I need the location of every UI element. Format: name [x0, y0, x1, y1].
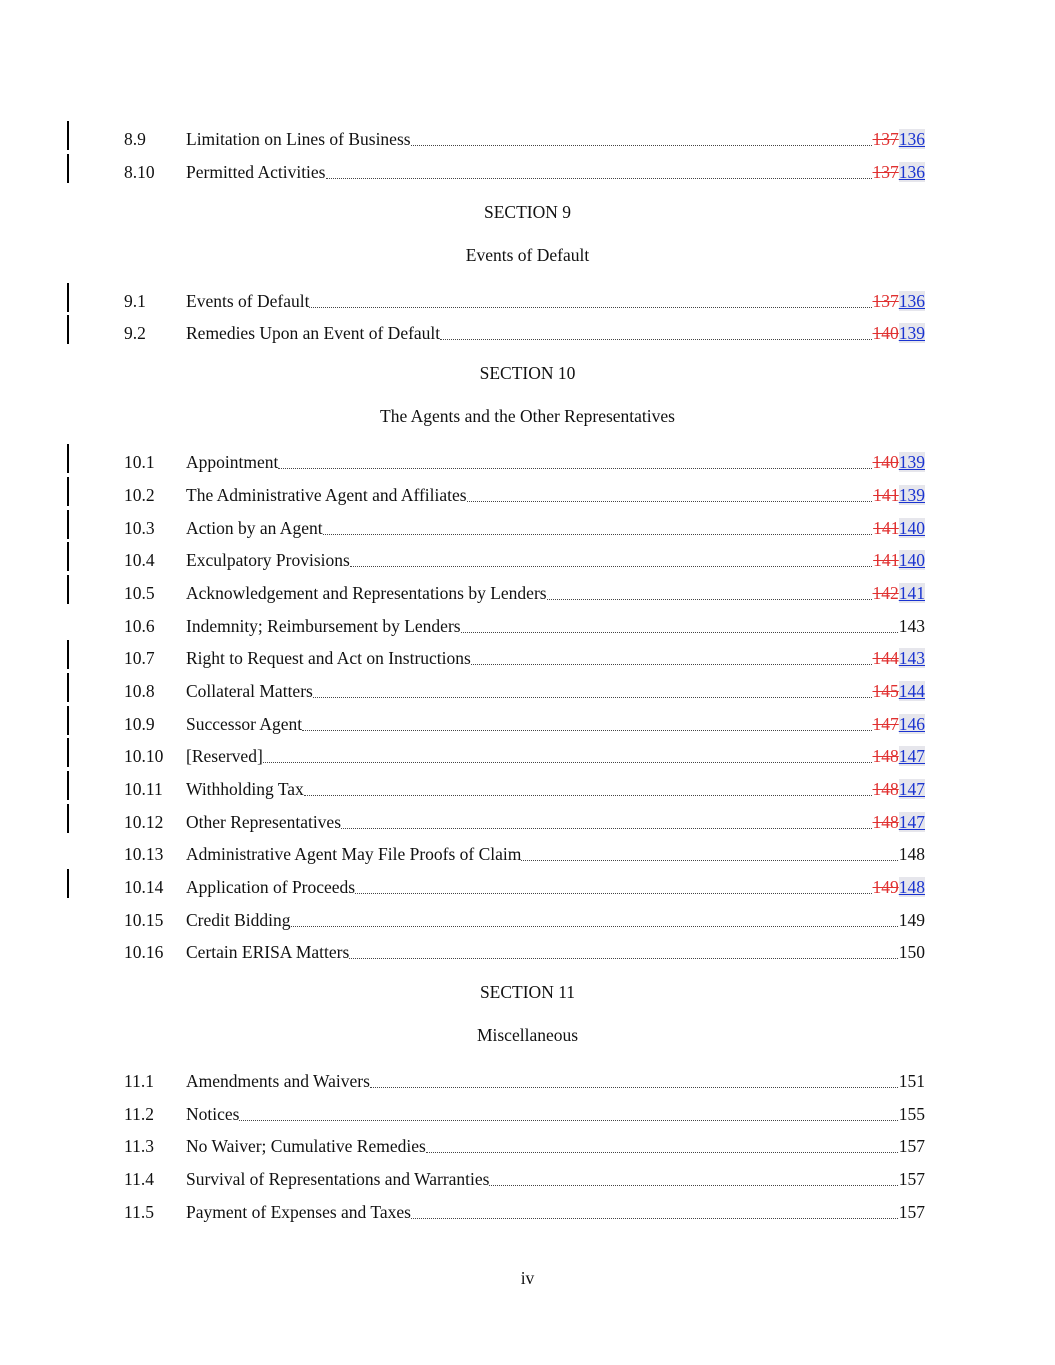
inserted-page-number[interactable]: 139 — [898, 452, 925, 472]
toc-entry-page: 157 — [898, 1136, 925, 1156]
toc-entry-number: 9.1 — [124, 291, 146, 311]
dot-leader — [326, 177, 872, 179]
toc-entry-number: 8.9 — [124, 129, 146, 149]
toc-entry-title: Right to Request and Act on Instructions — [186, 648, 471, 668]
change-bar — [67, 542, 69, 571]
toc-entry-number: 8.10 — [124, 162, 155, 182]
dot-leader — [278, 467, 871, 469]
deleted-page-number: 140 — [872, 452, 899, 472]
toc-entry-title: Action by an Agent — [186, 518, 323, 538]
toc-entry-number: 11.4 — [124, 1169, 154, 1189]
toc-entry — [0, 128, 1055, 152]
change-bar — [67, 283, 69, 312]
toc-entry-page: 143 — [898, 616, 925, 636]
toc-entry-title: Administrative Agent May File Proofs of Claim — [186, 844, 522, 864]
change-bar — [67, 154, 69, 183]
toc-entry-number: 10.14 — [124, 877, 164, 897]
dot-leader — [349, 957, 897, 959]
change-bar — [67, 640, 69, 669]
toc-entry-title: Exculpatory Provisions — [186, 550, 350, 570]
toc-entry-title: Indemnity; Reimbursement by Lenders — [186, 616, 461, 636]
toc-entry — [0, 680, 1055, 704]
toc-entry — [0, 778, 1055, 802]
toc-entry — [0, 941, 1055, 965]
toc-entry-title: Survival of Representations and Warranties — [186, 1169, 490, 1189]
deleted-page-number: 141 — [873, 485, 899, 505]
toc-entry-title: Collateral Matters — [186, 681, 313, 701]
toc-entry-title: [Reserved] — [186, 746, 263, 766]
change-bar — [67, 121, 69, 150]
dot-leader — [440, 338, 871, 340]
toc-entry — [0, 451, 1055, 475]
toc-entry-page: 151 — [898, 1071, 925, 1091]
toc-entry-title: Appointment — [186, 452, 279, 472]
toc-entry-page: 157 — [898, 1202, 925, 1222]
dot-leader — [471, 663, 872, 665]
toc-entry-page — [873, 680, 926, 702]
toc-entry-number: 10.9 — [124, 714, 155, 734]
deleted-page-number: 141 — [873, 550, 899, 570]
toc-entry-page: 149 — [898, 910, 925, 930]
change-bar — [67, 477, 69, 506]
toc-entry — [0, 713, 1055, 737]
inserted-page-number[interactable]: 140 — [898, 518, 925, 538]
change-bar — [67, 706, 69, 735]
toc-entry — [0, 517, 1055, 541]
dot-leader — [467, 500, 873, 502]
toc-entry-number: 10.8 — [124, 681, 155, 701]
deleted-page-number: 148 — [872, 746, 899, 766]
dot-leader — [547, 598, 872, 600]
toc-entry-page — [873, 517, 925, 539]
toc-entry-number: 10.10 — [124, 746, 164, 766]
toc-entry-page — [873, 549, 925, 571]
dot-leader — [313, 696, 872, 698]
toc-entry-title: Withholding Tax — [186, 779, 304, 799]
toc-entry-title: Credit Bidding — [186, 910, 291, 930]
deleted-page-number: 137 — [872, 291, 899, 311]
toc-entry — [0, 647, 1055, 671]
toc-entry-title: Successor Agent — [186, 714, 303, 734]
dot-leader — [355, 892, 871, 894]
dot-leader — [239, 1119, 897, 1121]
inserted-page-number[interactable]: 144 — [898, 681, 925, 701]
change-bar — [67, 673, 69, 702]
toc-entry-page — [873, 161, 926, 183]
deleted-page-number: 142 — [872, 583, 899, 603]
toc-entry-page — [873, 582, 926, 604]
toc-entry-title: Amendments and Waivers — [186, 1071, 370, 1091]
toc-entry-page — [873, 128, 926, 150]
toc-entry-number: 11.2 — [124, 1104, 154, 1124]
toc-entry-number: 10.3 — [124, 518, 155, 538]
dot-leader — [304, 794, 872, 796]
dot-leader — [291, 925, 898, 927]
section-label: SECTION 10 — [479, 363, 576, 383]
toc-entry-page — [873, 811, 926, 833]
toc-entry-number: 10.11 — [124, 779, 163, 799]
toc-entry-page — [873, 322, 926, 344]
dot-leader — [263, 761, 872, 763]
toc-entry-number: 11.3 — [124, 1136, 154, 1156]
toc-entry — [0, 909, 1055, 933]
section-title: The Agents and the Other Representatives — [380, 406, 675, 426]
toc-entry-number: 10.2 — [124, 485, 155, 505]
dot-leader — [370, 1086, 898, 1088]
change-bar — [67, 869, 69, 898]
inserted-page-number[interactable]: 140 — [898, 550, 925, 570]
toc-entry-page: 148 — [898, 844, 925, 864]
toc-entry — [0, 582, 1055, 606]
dot-leader — [350, 565, 872, 567]
change-bar — [67, 771, 69, 800]
toc-entry-number: 11.1 — [124, 1071, 154, 1091]
inserted-page-number[interactable]: 136 — [898, 162, 925, 182]
dot-leader — [489, 1184, 897, 1186]
toc-entry-title: Application of Proceeds — [186, 877, 356, 897]
toc-entry — [0, 290, 1055, 314]
section-title: Miscellaneous — [476, 1025, 579, 1045]
toc-entry-title: Acknowledgement and Representations by Lenders — [186, 583, 547, 603]
inserted-page-number[interactable]: 139 — [898, 485, 925, 505]
toc-entry — [0, 843, 1055, 867]
dot-leader — [426, 1151, 898, 1153]
toc-entry — [0, 322, 1055, 346]
dot-leader — [461, 631, 898, 633]
toc-entry-title: Payment of Expenses and Taxes — [186, 1202, 411, 1222]
dot-leader — [411, 1217, 898, 1219]
toc-entry — [0, 484, 1055, 508]
toc-entry-number: 10.6 — [124, 616, 155, 636]
toc-entry-title: Other Representatives — [186, 812, 342, 832]
toc-entry-page — [873, 876, 926, 898]
toc-entry-title: Events of Default — [186, 291, 310, 311]
deleted-page-number: 148 — [872, 779, 899, 799]
toc-entry-number: 10.5 — [124, 583, 155, 603]
toc-entry — [0, 1070, 1055, 1094]
toc-entry-title: Limitation on Lines of Business — [186, 129, 411, 149]
toc-entry — [0, 161, 1055, 185]
toc-entry-title: Notices — [186, 1104, 240, 1124]
toc-entry-number: 10.4 — [124, 550, 155, 570]
dot-leader — [323, 533, 873, 535]
inserted-page-number[interactable]: 147 — [898, 779, 925, 799]
change-bar — [67, 315, 69, 344]
toc-entry-page — [873, 745, 926, 767]
inserted-page-number[interactable]: 148 — [898, 877, 925, 897]
inserted-page-number[interactable]: 146 — [898, 714, 925, 734]
toc-entry-page — [873, 451, 926, 473]
toc-entry-title: The Administrative Agent and Affiliates — [186, 485, 467, 505]
toc-entry-number: 10.13 — [124, 844, 164, 864]
section-title: Events of Default — [465, 245, 590, 265]
toc-entry-title: Remedies Upon an Event of Default — [186, 323, 441, 343]
inserted-page-number[interactable]: 141 — [898, 583, 925, 603]
dot-leader — [302, 729, 871, 731]
inserted-page-number[interactable]: 139 — [898, 323, 925, 343]
toc-entry-page — [873, 778, 926, 800]
dot-leader — [341, 827, 871, 829]
toc-entry — [0, 876, 1055, 900]
section-label: SECTION 11 — [479, 982, 576, 1002]
toc-entry-number: 11.5 — [124, 1202, 154, 1222]
inserted-page-number[interactable]: 143 — [898, 648, 925, 668]
toc-entry-page: 155 — [898, 1104, 925, 1124]
toc-entry-title: Certain ERISA Matters — [186, 942, 350, 962]
toc-entry — [0, 1103, 1055, 1127]
toc-entry-page — [873, 713, 926, 735]
toc-entry — [0, 745, 1055, 769]
deleted-page-number: 140 — [872, 323, 899, 343]
inserted-page-number[interactable]: 136 — [898, 291, 925, 311]
deleted-page-number: 145 — [872, 681, 899, 701]
deleted-page-number: 149 — [872, 877, 899, 897]
toc-entry-page: 157 — [898, 1169, 925, 1189]
change-bar — [67, 738, 69, 767]
deleted-page-number: 147 — [872, 714, 899, 734]
change-bar — [67, 444, 69, 473]
toc-entry-page — [873, 484, 925, 506]
toc-entry-number: 10.1 — [124, 452, 155, 472]
toc-entry-title: Permitted Activities — [186, 162, 326, 182]
dot-leader — [521, 859, 897, 861]
deleted-page-number: 137 — [872, 129, 899, 149]
toc-entry-title: No Waiver; Cumulative Remedies — [186, 1136, 426, 1156]
toc-entry — [0, 811, 1055, 835]
deleted-page-number: 137 — [872, 162, 899, 182]
deleted-page-number: 148 — [872, 812, 899, 832]
change-bar — [67, 510, 69, 539]
toc-entry — [0, 615, 1055, 639]
toc-entry-page — [873, 647, 926, 669]
inserted-page-number[interactable]: 136 — [898, 129, 925, 149]
dot-leader — [309, 306, 871, 308]
toc-entry-number: 10.7 — [124, 648, 155, 668]
inserted-page-number[interactable]: 147 — [898, 746, 925, 766]
toc-entry-number: 9.2 — [124, 323, 146, 343]
toc-entry — [0, 1168, 1055, 1192]
section-label: SECTION 9 — [483, 202, 571, 222]
page-number-footer: iv — [520, 1268, 535, 1288]
change-bar — [67, 804, 69, 833]
inserted-page-number[interactable]: 147 — [898, 812, 925, 832]
toc-entry-number: 10.16 — [124, 942, 164, 962]
toc-entry — [0, 549, 1055, 573]
toc-entry — [0, 1201, 1055, 1225]
dot-leader — [411, 144, 872, 146]
change-bar — [67, 575, 69, 604]
toc-entry-number: 10.12 — [124, 812, 164, 832]
deleted-page-number: 144 — [872, 648, 899, 668]
deleted-page-number: 141 — [873, 518, 899, 538]
toc-entry-number: 10.15 — [124, 910, 164, 930]
toc-entry-page: 150 — [898, 942, 925, 962]
toc-entry-page — [873, 290, 926, 312]
toc-entry — [0, 1135, 1055, 1159]
